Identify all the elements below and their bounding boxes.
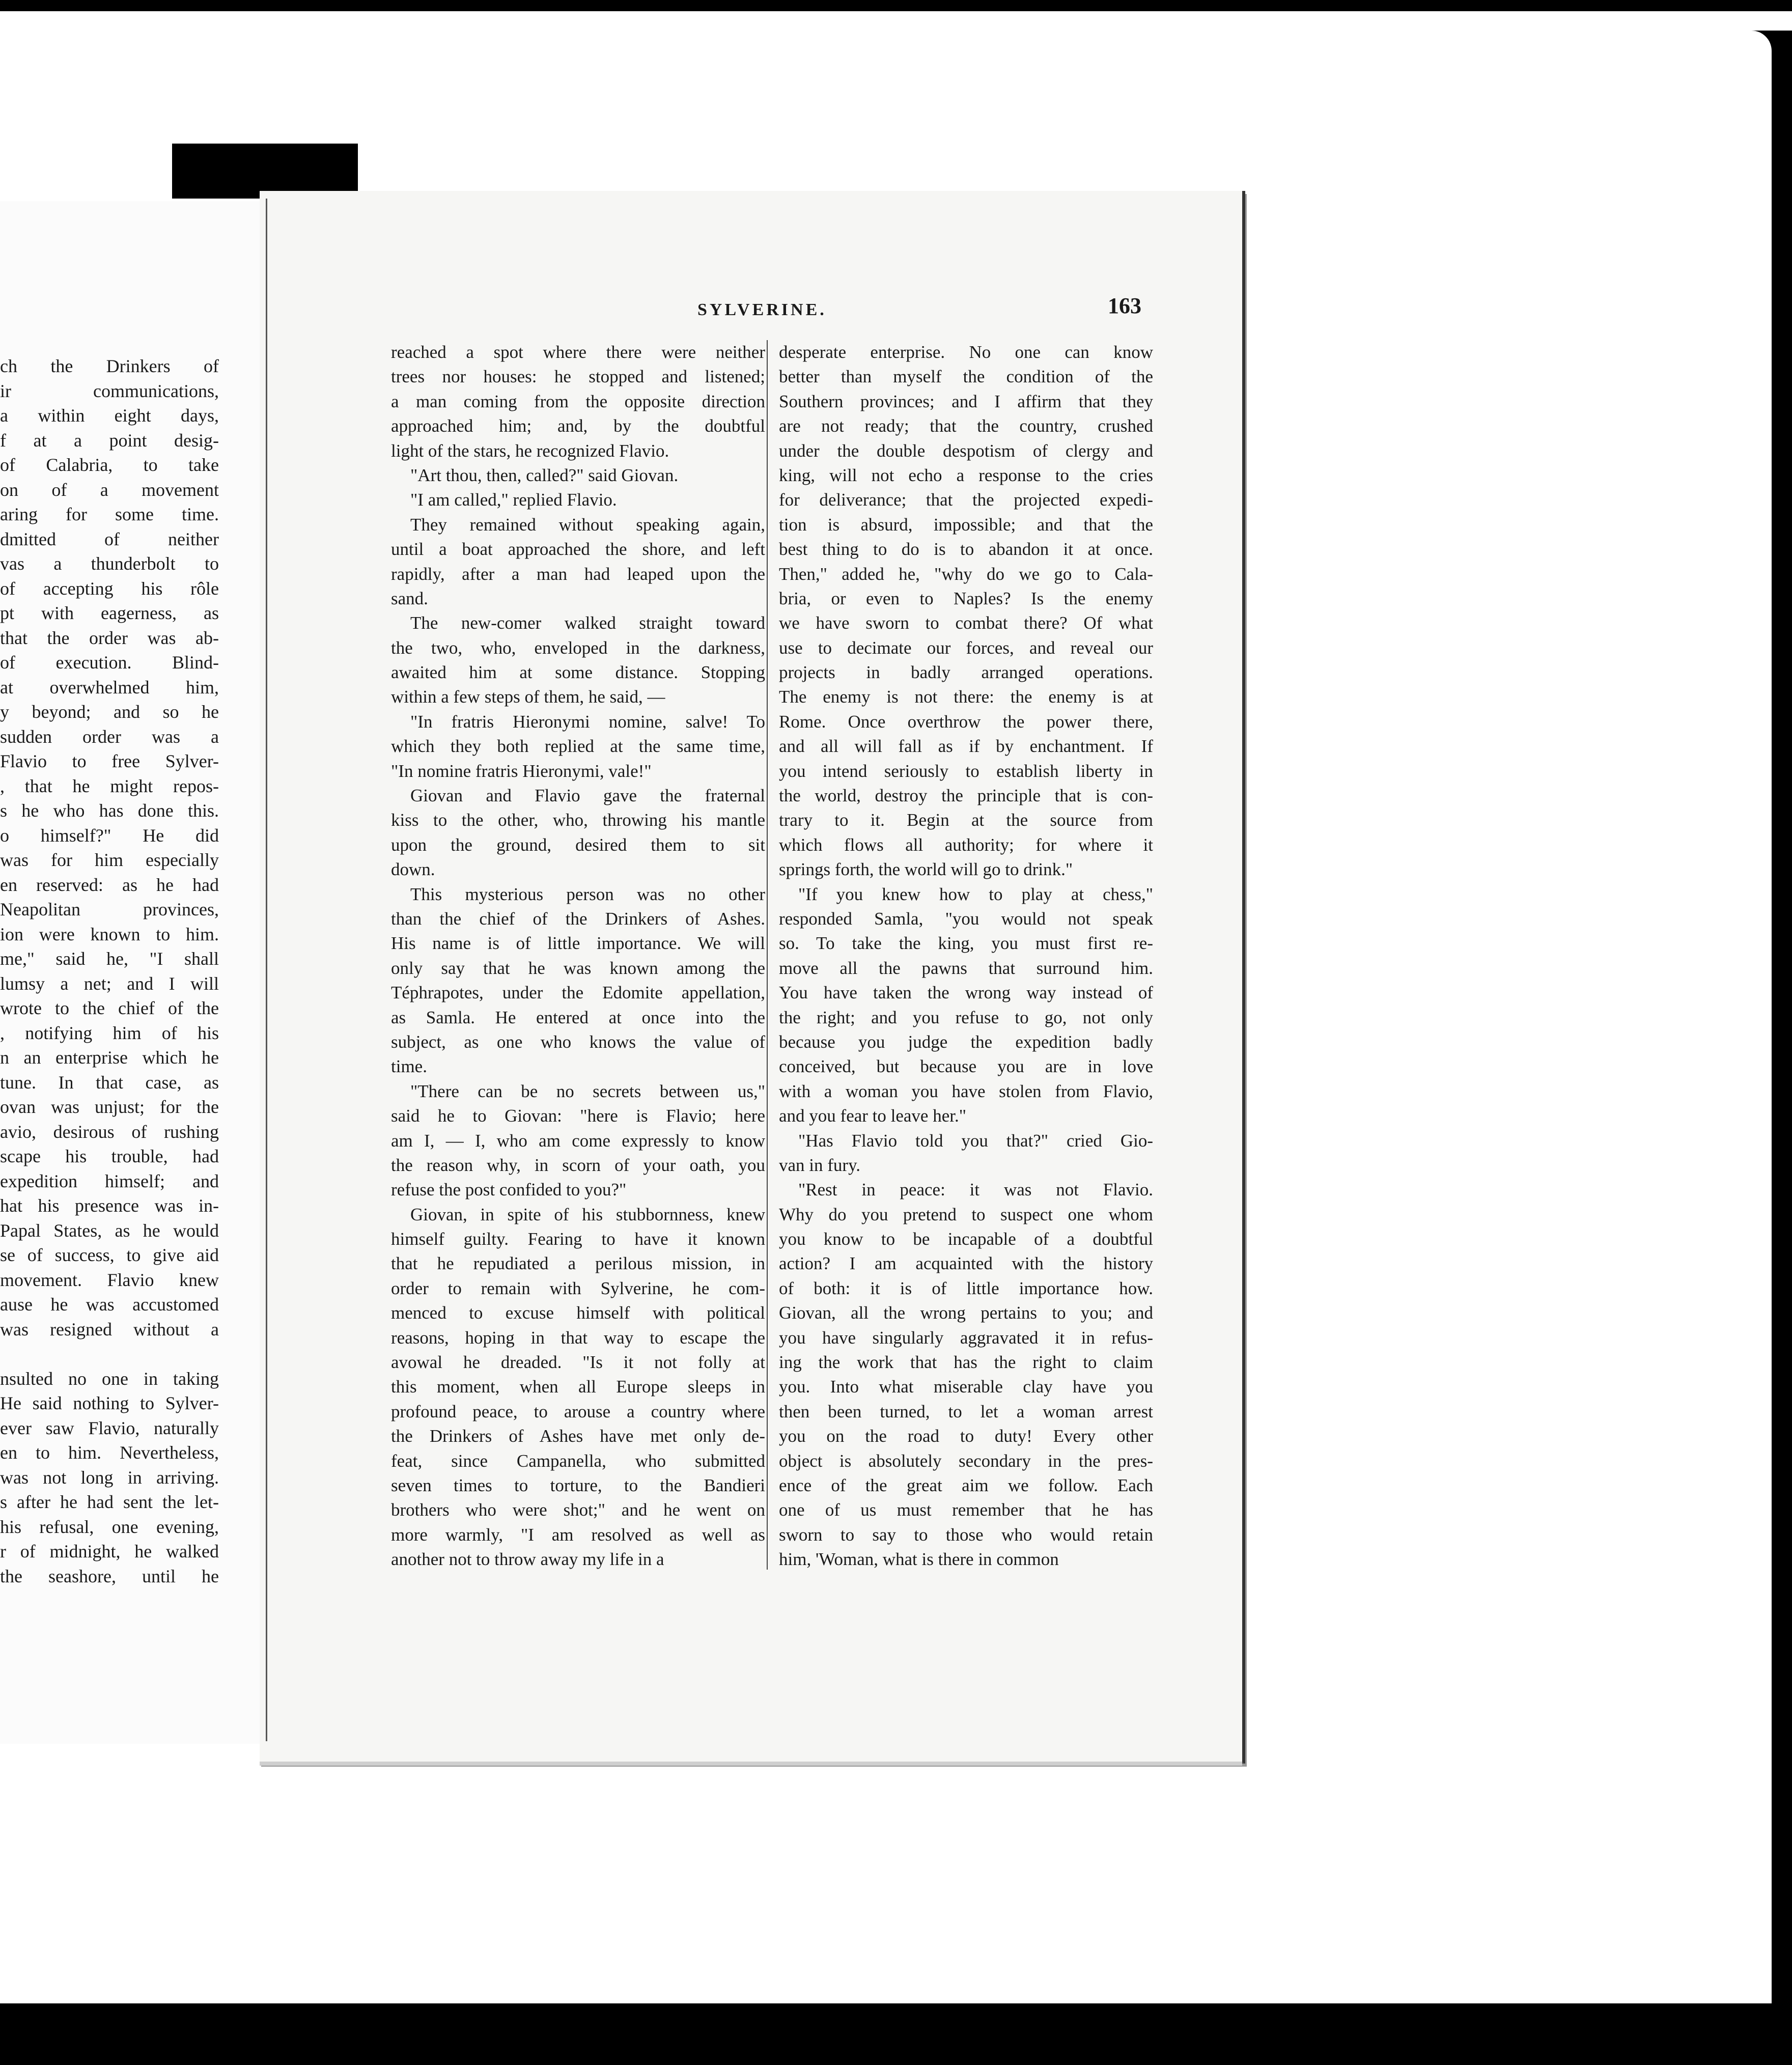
text-line: so. To take the king, you must first re- [779, 933, 1153, 954]
text-line: profound peace, to arouse a country where [391, 1401, 765, 1421]
text-line: van in fury. [779, 1155, 861, 1175]
text-line: The new-comer walked straight toward [410, 613, 765, 633]
text-line: you. Into what miserable clay have you [779, 1377, 1153, 1397]
text-line: This mysterious person was no other [410, 884, 765, 904]
text-line: sworn to say to those who would retain [779, 1524, 1153, 1545]
text-line: of execution. Blind- [0, 652, 219, 673]
text-line: use to decimate our forces, and reveal our [779, 637, 1153, 658]
text-line: o himself?" He did [0, 825, 219, 846]
text-line: ion were known to him. [0, 924, 219, 944]
text-line: Papal States, as he would [0, 1220, 219, 1241]
text-line: "There can be no secrets between us," [410, 1081, 765, 1101]
text-line: projects in badly arranged operations. [779, 662, 1153, 683]
text-line: me," said he, "I shall [0, 948, 219, 969]
text-line: which they both replied at the same time, [391, 736, 765, 757]
text-line: subject, as one who knows the value of [391, 1031, 765, 1052]
text-line: which flows all authority; for where it [779, 834, 1153, 855]
text-line: dmitted of neither [0, 528, 219, 549]
text-line: wrote to the chief of the [0, 998, 219, 1018]
text-line: only say that he was known among the [391, 958, 765, 978]
text-line: action? I am acquainted with the history [779, 1253, 1153, 1274]
text-line: r of midnight, he walked [0, 1541, 219, 1561]
scan-border-top [0, 0, 1792, 11]
text-line: within a few steps of them, he said, — [391, 687, 665, 707]
text-line: him, 'Woman, what is there in common [779, 1549, 1059, 1570]
text-line: nsulted no one in taking [0, 1368, 219, 1389]
text-line: refuse the post confided to you?" [391, 1180, 627, 1200]
text-line: s he who has done this. [0, 800, 219, 821]
text-line: was resigned without a [0, 1319, 219, 1340]
text-line: en to him. Nevertheless, [0, 1442, 219, 1463]
text-line: Giovan, in spite of his stubbornness, knew [410, 1204, 765, 1224]
text-line: that he repudiated a perilous mission, in [391, 1253, 765, 1274]
text-line: for deliverance; that the projected expedi- [779, 490, 1153, 510]
text-line: Téphrapotes, under the Edomite appellation, [391, 983, 765, 1003]
text-line: was for him especially [0, 850, 219, 870]
text-line: ch the Drinkers of [0, 356, 219, 376]
text-line: a man coming from the opposite direction [391, 391, 765, 411]
text-line: ovan was unjust; for the [0, 1097, 219, 1117]
text-line: this moment, when all Europe sleeps in [391, 1377, 765, 1397]
text-line: avio, desirous of rushing [0, 1121, 219, 1142]
text-line: himself guilty. Fearing to have it known [391, 1229, 765, 1249]
text-line: "In nomine fratris Hieronymi, vale!" [391, 761, 652, 781]
text-line: n an enterprise which he [0, 1047, 219, 1068]
text-line: ence of the great aim we follow. Each [779, 1475, 1153, 1495]
text-line: reasons, hoping in that way to escape the [391, 1327, 765, 1348]
text-line: , notifying him of his [0, 1022, 219, 1043]
column-rule [767, 340, 768, 1570]
text-line: upon the ground, desired them to sit [391, 834, 765, 855]
text-line: His name is of little importance. We will [391, 933, 765, 954]
scan-border-right [1746, 31, 1792, 2003]
text-line: menced to excuse himself with political [391, 1303, 765, 1323]
text-line: with a woman you have stolen from Flavio, [779, 1081, 1153, 1101]
text-line: on of a movement [0, 479, 219, 500]
text-line: en reserved: as he had [0, 874, 219, 895]
black-tab-marker [172, 144, 358, 199]
text-line: of both: it is of little importance how. [779, 1278, 1153, 1298]
text-line: bria, or even to Naples? Is the enemy [779, 588, 1153, 608]
text-line: avowal he dreaded. "Is it not folly at [391, 1352, 765, 1373]
text-line: you intend seriously to establish liberty in [779, 761, 1153, 781]
text-line: are not ready; that the country, crushed [779, 416, 1153, 436]
text-line: move all the pawns that surround him. [779, 958, 1153, 978]
text-line: one of us must remember that he has [779, 1500, 1153, 1520]
text-line: They remained without speaking again, [410, 514, 765, 535]
text-line: his refusal, one evening, [0, 1516, 219, 1537]
text-line: ing the work that has the right to claim [779, 1352, 1153, 1373]
text-line: You have taken the wrong way instead of [779, 983, 1153, 1003]
text-column-right [779, 340, 1153, 1572]
text-line: because you judge the expedition badly [779, 1031, 1153, 1052]
text-line: seven times to torture, to the Bandieri [391, 1475, 765, 1495]
text-line: , that he might repos- [0, 775, 219, 796]
text-line: you know to be incapable of a doubtful [779, 1229, 1153, 1249]
text-line: down. [391, 859, 435, 880]
text-line: awaited him at some distance. Stopping [391, 662, 765, 683]
text-line: aring for some time. [0, 504, 219, 524]
text-line: scape his trouble, had [0, 1146, 219, 1166]
text-line: better than myself the condition of the [779, 367, 1153, 387]
text-line: order to remain with Sylverine, he com- [391, 1278, 765, 1298]
text-line: Why do you pretend to suspect one whom [779, 1204, 1153, 1224]
text-line: best thing to do is to abandon it at once. [779, 539, 1153, 560]
text-line: sudden order was a [0, 726, 219, 747]
running-head: SYLVERINE. [697, 300, 827, 319]
text-line: Then," added he, "why do we go to Cala- [779, 564, 1153, 584]
text-line: approached him; and, by the doubtful [391, 416, 765, 436]
text-line: Rome. Once overthrow the power there, [779, 711, 1153, 732]
text-line: the reason why, in scorn of your oath, you [391, 1155, 765, 1175]
text-line: "I am called," replied Flavio. [410, 490, 617, 510]
text-line: said he to Giovan: "here is Flavio; here [391, 1106, 765, 1126]
text-line: s after he had sent the let- [0, 1492, 219, 1512]
text-line: He said nothing to Sylver- [0, 1393, 219, 1413]
text-line: responded Samla, "you would not speak [779, 908, 1153, 929]
text-line: "Rest in peace: it was not Flavio. [798, 1180, 1153, 1200]
text-line: we have sworn to combat there? Of what [779, 613, 1153, 633]
text-line: "If you knew how to play at chess," [798, 884, 1153, 904]
text-line: conceived, but because you are in love [779, 1056, 1153, 1077]
text-line: tune. In that case, as [0, 1072, 219, 1093]
left-page-text [0, 354, 219, 1588]
text-line: Giovan and Flavio gave the fraternal [410, 786, 765, 806]
page-number: 163 [1108, 293, 1141, 318]
text-line: movement. Flavio knew [0, 1269, 219, 1290]
text-line: lumsy a net; and I will [0, 973, 219, 994]
text-line: the seashore, until he [0, 1566, 219, 1586]
text-line: than the chief of the Drinkers of Ashes. [391, 908, 765, 929]
text-line: brothers who were shot;" and he went on [391, 1500, 765, 1520]
text-line: the world, destroy the principle that is con- [779, 786, 1153, 806]
text-line: object is absolutely secondary in the pres- [779, 1450, 1153, 1471]
text-line: pt with eagerness, as [0, 603, 219, 623]
text-line: Neapolitan provinces, [0, 899, 219, 919]
text-column-left [391, 340, 765, 1572]
text-line: king, will not echo a response to the cries [779, 465, 1153, 485]
text-line: se of success, to give aid [0, 1245, 219, 1265]
text-line: of Calabria, to take [0, 455, 219, 475]
scan-border-bottom [0, 2003, 1792, 2065]
text-line: and you fear to leave her." [779, 1106, 967, 1126]
text-line: hat his presence was in- [0, 1195, 219, 1216]
text-line: Giovan, all the wrong pertains to you; and [779, 1303, 1153, 1323]
text-line: expedition himself; and [0, 1170, 219, 1191]
text-line: the right; and you refuse to go, not only [779, 1007, 1153, 1027]
text-line: am I, — I, who am come expressly to know [391, 1130, 765, 1151]
book-gutter [266, 199, 267, 1741]
text-line: y beyond; and so he [0, 702, 219, 722]
text-line: feat, since Campanella, who submitted [391, 1450, 765, 1471]
text-line: kiss to the other, who, throwing his mantle [391, 810, 765, 830]
text-line: a within eight days, [0, 405, 219, 426]
text-line: you have singularly aggravated it in refus- [779, 1327, 1153, 1348]
text-line: "Has Flavio told you that?" cried Gio- [798, 1130, 1153, 1151]
text-line: at overwhelmed him, [0, 677, 219, 697]
text-line: light of the stars, he recognized Flavio. [391, 440, 669, 461]
text-line: as Samla. He entered at once into the [391, 1007, 765, 1027]
text-line: the Drinkers of Ashes have met only de- [391, 1426, 765, 1446]
text-line: of accepting his rôle [0, 578, 219, 599]
text-line: "Art thou, then, called?" said Giovan. [410, 465, 679, 485]
text-line: ause he was accustomed [0, 1294, 219, 1315]
page-bottom-edge [260, 1762, 1242, 1766]
text-line: The enemy is not there: the enemy is at [779, 687, 1153, 707]
text-line: trary to it. Begin at the source from [779, 810, 1153, 830]
text-line: springs forth, the world will go to drink." [779, 859, 1073, 880]
text-line: time. [391, 1056, 427, 1077]
text-line: the two, who, enveloped in the darkness, [391, 637, 765, 658]
text-line: Flavio to free Sylver- [0, 751, 219, 771]
text-line [0, 1342, 219, 1366]
text-line: tion is absurd, impossible; and that the [779, 514, 1153, 535]
text-line: sand. [391, 588, 428, 608]
text-line: ever saw Flavio, naturally [0, 1417, 219, 1438]
text-line: trees nor houses: he stopped and listened; [391, 367, 765, 387]
text-line: was not long in arriving. [0, 1467, 219, 1488]
text-line: Southern provinces; and I affirm that they [779, 391, 1153, 411]
text-line: and all will fall as if by enchantment. If [779, 736, 1153, 757]
text-line: vas a thunderbolt to [0, 553, 219, 574]
text-line: f at a point desig- [0, 430, 219, 451]
text-line: "In fratris Hieronymi nomine, salve! To [410, 711, 765, 732]
text-line: desperate enterprise. No one can know [779, 342, 1153, 362]
text-line: another not to throw away my life in a [391, 1549, 664, 1570]
text-line: that the order was ab- [0, 627, 219, 648]
text-line: rapidly, after a man had leaped upon the [391, 564, 765, 584]
text-line: ir communications, [0, 380, 219, 401]
text-line: reached a spot where there were neither [391, 342, 765, 362]
text-line: under the double despotism of clergy and [779, 440, 1153, 461]
text-line: until a boat approached the shore, and left [391, 539, 765, 560]
text-line: you on the road to duty! Every other [779, 1426, 1153, 1446]
text-line: then been turned, to let a woman arrest [779, 1401, 1153, 1421]
text-line: more warmly, "I am resolved as well as [391, 1524, 765, 1545]
